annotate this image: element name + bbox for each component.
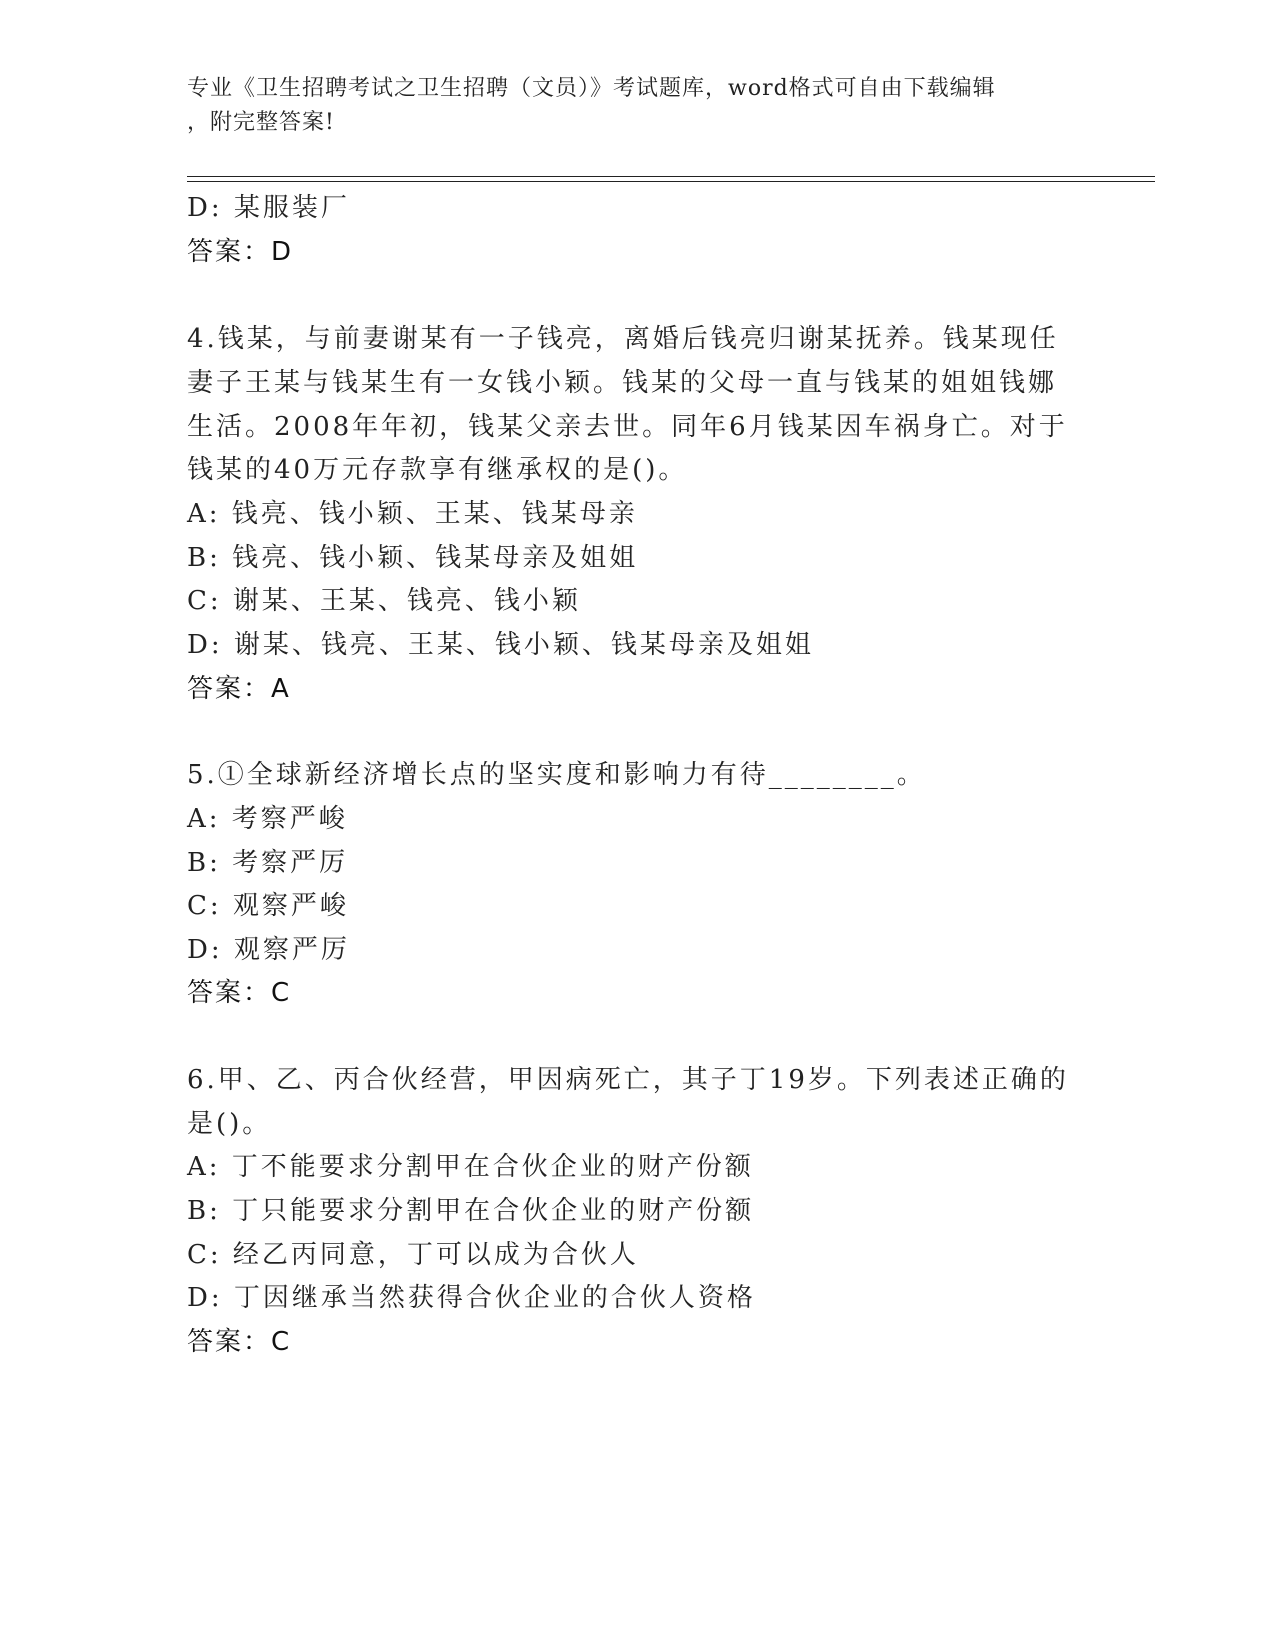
q4-option-d: D: 谢某、钱亮、王某、钱小颖、钱某母亲及姐姐 xyxy=(187,630,814,660)
q4-stem-line-2: 妻子王某与钱某生有一女钱小颖。钱某的父母一直与钱某的姐姐钱娜 xyxy=(187,368,1058,398)
q5-option-b: B: 考察严厉 xyxy=(187,848,349,878)
q6-option-a: A: 丁不能要求分割甲在合伙企业的财产份额 xyxy=(187,1152,754,1182)
q6-option-d: D: 丁因继承当然获得合伙企业的合伙人资格 xyxy=(187,1283,756,1313)
header-divider-bottom xyxy=(187,181,1155,182)
q6-stem-line-1: 6.甲、乙、丙合伙经营，甲因病死亡，其子丁19岁。下列表述正确的 xyxy=(187,1065,1069,1095)
header-divider-top xyxy=(187,176,1155,177)
q4-option-b: B: 钱亮、钱小颖、钱某母亲及姐姐 xyxy=(187,543,639,573)
q6-stem-line-2: 是()。 xyxy=(187,1109,272,1139)
q5-option-c: C: 观察严峻 xyxy=(187,891,349,921)
q6-option-c: C: 经乙丙同意，丁可以成为合伙人 xyxy=(187,1240,639,1270)
q4-answer: 答案：A xyxy=(187,674,291,704)
q5-stem-line-1: 5.①全球新经济增长点的坚实度和影响力有待________。 xyxy=(187,760,926,790)
q4-option-c: C: 谢某、王某、钱亮、钱小颖 xyxy=(187,586,581,616)
header-line-1: 专业《卫生招聘考试之卫生招聘（文员）》考试题库，word格式可自由下载编辑 xyxy=(187,76,996,101)
q4-stem-line-4: 钱某的40万元存款享有继承权的是()。 xyxy=(187,455,688,485)
q5-option-d: D: 观察严厉 xyxy=(187,935,350,965)
q6-option-b: B: 丁只能要求分割甲在合伙企业的财产份额 xyxy=(187,1196,755,1226)
q3-answer: 答案：D xyxy=(187,237,294,267)
q5-answer: 答案：C xyxy=(187,978,292,1008)
header-line-2: ，附完整答案! xyxy=(187,110,335,135)
q4-stem-line-3: 生活。2008年年初，钱某父亲去世。同年6月钱某因车祸身亡。对于 xyxy=(187,412,1068,442)
document-header xyxy=(187,72,1077,140)
q6-answer: 答案：C xyxy=(187,1327,292,1357)
q4-option-a: A: 钱亮、钱小颖、王某、钱某母亲 xyxy=(187,499,638,529)
q4-stem-line-1: 4.钱某，与前妻谢某有一子钱亮，离婚后钱亮归谢某抚养。钱某现任 xyxy=(187,324,1059,354)
q3-option-d: D: 某服装厂 xyxy=(187,193,350,223)
q5-option-a: A: 考察严峻 xyxy=(187,804,348,834)
